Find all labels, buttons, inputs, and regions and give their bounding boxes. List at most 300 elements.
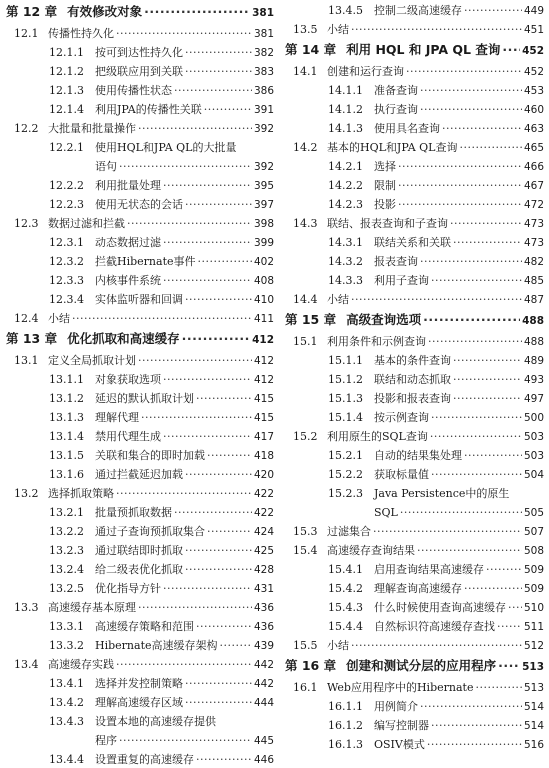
dot-leader — [138, 355, 252, 367]
entry-title: 拦截Hibernate事件 — [95, 255, 196, 268]
entry-title: 编写控制器 — [374, 719, 429, 732]
page-number: 436 — [253, 602, 274, 614]
entry-title: 高速缓存查询结果 — [327, 544, 415, 557]
toc-subsection[interactable] — [285, 251, 544, 270]
entry-title: 过滤集合 — [327, 525, 371, 538]
entry-number: 14.3.3 — [328, 274, 363, 287]
entry-number: 13.1 — [14, 354, 39, 367]
page-number: 509 — [523, 564, 544, 576]
toc-subsection[interactable] — [6, 388, 274, 407]
entry-number: 13.3.2 — [49, 639, 84, 652]
toc-subsection[interactable] — [285, 559, 544, 578]
page-number: 449 — [523, 5, 544, 17]
dot-leader — [174, 85, 252, 97]
page-number: 500 — [523, 412, 544, 424]
entry-title: Web应用程序中的Hibernate — [327, 681, 474, 694]
entry-number: 16.1.3 — [328, 738, 363, 751]
entry-title: 利用原生的SQL查询 — [327, 430, 428, 443]
toc-subsection[interactable] — [285, 483, 544, 502]
entry-number: 13.4.1 — [49, 677, 84, 690]
entry-number: 13.4.3 — [49, 715, 84, 728]
toc-subsection[interactable] — [6, 407, 274, 426]
entry-number: 14.1.3 — [328, 122, 363, 135]
dot-leader — [141, 412, 252, 424]
entry-title: 优化抓取和高速缓存 — [67, 331, 180, 346]
toc-section[interactable] — [285, 137, 544, 156]
toc-subsection[interactable] — [285, 597, 544, 616]
dot-leader — [502, 44, 520, 56]
page-number: 497 — [523, 393, 544, 405]
page-number: 412 — [252, 334, 274, 346]
toc-chapter[interactable] — [285, 654, 544, 677]
entry-number: 13.2.4 — [49, 563, 84, 576]
entry-title: 自动的结果集处理 — [374, 449, 462, 462]
dot-leader — [351, 24, 522, 36]
page-number: 513 — [522, 661, 544, 673]
entry-title: SQL — [374, 506, 398, 519]
entry-title: 语句 — [95, 160, 117, 173]
dot-leader — [373, 526, 522, 538]
toc-section[interactable] — [285, 540, 544, 559]
dot-leader — [464, 5, 522, 17]
toc-subsection[interactable] — [6, 232, 274, 251]
toc-section[interactable] — [285, 521, 544, 540]
page-number: 383 — [253, 66, 274, 78]
page-number: 420 — [253, 469, 274, 481]
entry-title: 联结关系和关联 — [374, 236, 451, 249]
entry-number: 13.3.1 — [49, 620, 84, 633]
entry-title: 实体监听器和回调 — [95, 293, 183, 306]
entry-title: 关联和集合的即时加载 — [95, 449, 205, 462]
toc-subsection[interactable] — [6, 42, 274, 61]
entry-title: 数据过滤和拦截 — [48, 217, 125, 230]
page-number: 398 — [253, 218, 274, 230]
toc-section[interactable] — [285, 61, 544, 80]
page-number: 463 — [523, 123, 544, 135]
toc-section[interactable] — [285, 331, 544, 350]
toc-subsection[interactable] — [6, 445, 274, 464]
entry-title: 理解高速缓存区域 — [95, 696, 183, 709]
page-number: 472 — [523, 199, 544, 211]
page-number: 392 — [253, 123, 274, 135]
entry-number: 13.4.5 — [328, 4, 363, 17]
entry-title: 对象获取选项 — [95, 373, 161, 386]
page-number: 511 — [523, 621, 544, 633]
page-number: 516 — [523, 739, 544, 751]
toc-section[interactable] — [6, 483, 274, 502]
entry-title: 传播性持久化 — [48, 27, 114, 40]
entry-number: 12.1 — [14, 27, 39, 40]
dot-leader — [420, 104, 522, 116]
entry-number: 15.2.1 — [328, 449, 363, 462]
page-number: 452 — [522, 45, 544, 57]
page-number: 514 — [523, 720, 544, 732]
toc-section[interactable] — [6, 350, 274, 369]
toc-subsection[interactable] — [6, 502, 274, 521]
entry-title: 选择并发控制策略 — [95, 677, 183, 690]
entry-title: 延迟的默认抓取计划 — [95, 392, 194, 405]
toc-entry-continuation[interactable] — [6, 730, 274, 749]
dot-leader — [185, 199, 252, 211]
toc-subsection[interactable] — [6, 749, 274, 768]
entry-title: 使用具名查询 — [374, 122, 440, 135]
toc-subsection[interactable] — [6, 369, 274, 388]
toc-subsection[interactable] — [6, 711, 274, 730]
page-number: 505 — [523, 507, 544, 519]
entry-title: 报表查询 — [374, 255, 418, 268]
dot-leader — [464, 583, 522, 595]
toc-subsection[interactable] — [6, 578, 274, 597]
toc-subsection[interactable] — [6, 540, 274, 559]
page-number: 513 — [523, 682, 544, 694]
dot-leader — [450, 218, 522, 230]
page-number: 424 — [253, 526, 274, 538]
page-number: 425 — [253, 545, 274, 557]
dot-leader — [119, 735, 252, 747]
toc-subsection[interactable] — [6, 251, 274, 270]
toc-subsection[interactable] — [285, 80, 544, 99]
dot-leader — [182, 333, 250, 345]
page-number: 381 — [253, 28, 274, 40]
dot-leader — [116, 488, 252, 500]
entry-number: 15.5 — [293, 639, 318, 652]
dot-leader — [453, 237, 522, 249]
dot-leader — [185, 294, 252, 306]
dot-leader — [442, 123, 522, 135]
entry-title: 准备查询 — [374, 84, 418, 97]
dot-leader — [72, 313, 252, 325]
dot-leader — [207, 450, 252, 462]
dot-leader — [420, 701, 522, 713]
toc-subsection[interactable] — [285, 734, 544, 753]
toc-section[interactable] — [6, 308, 274, 327]
entry-title: 高速缓存策略和范围 — [95, 620, 194, 633]
toc-subsection[interactable] — [285, 388, 544, 407]
toc-subsection[interactable] — [285, 445, 544, 464]
entry-number: 12.3 — [14, 217, 39, 230]
toc-section[interactable] — [285, 426, 544, 445]
entry-number: 12.2.3 — [49, 198, 84, 211]
entry-number: 16.1.1 — [328, 700, 363, 713]
entry-title: 自然标识符高速缓存查找 — [374, 620, 495, 633]
dot-leader — [497, 621, 522, 633]
toc-subsection[interactable] — [6, 616, 274, 635]
entry-title: 按示例查询 — [374, 411, 429, 424]
toc-entry-continuation[interactable] — [6, 156, 274, 175]
entry-number: 15.4.1 — [328, 563, 363, 576]
entry-number: 15.4.3 — [328, 601, 363, 614]
entry-title: 定义全局抓取计划 — [48, 354, 136, 367]
dot-leader — [453, 374, 522, 386]
entry-title: Java Persistence中的原生 — [374, 487, 510, 500]
dot-leader — [185, 564, 252, 576]
toc-chapter[interactable] — [285, 308, 544, 331]
dot-leader — [406, 66, 522, 78]
dot-leader — [196, 393, 252, 405]
toc-subsection[interactable] — [6, 289, 274, 308]
entry-title: 按可到达性持久化 — [95, 46, 183, 59]
entry-title: 高速缓存基本原理 — [48, 601, 136, 614]
entry-number: 第 14 章 — [285, 42, 337, 57]
toc-subsection[interactable] — [6, 521, 274, 540]
entry-number: 14.4 — [293, 293, 318, 306]
toc-chapter[interactable] — [6, 327, 274, 350]
toc-section[interactable] — [285, 19, 544, 38]
toc-subsection[interactable] — [285, 175, 544, 194]
page-number: 473 — [523, 218, 544, 230]
entry-number: 14.1 — [293, 65, 318, 78]
toc-subsection[interactable] — [6, 426, 274, 445]
toc-section[interactable] — [6, 654, 274, 673]
page-number: 422 — [253, 507, 274, 519]
entry-number: 13.2 — [14, 487, 39, 500]
page-number: 452 — [523, 66, 544, 78]
dot-leader — [163, 180, 252, 192]
entry-number: 12.3.1 — [49, 236, 84, 249]
entry-title: 禁用代理生成 — [95, 430, 161, 443]
page-number: 510 — [523, 602, 544, 614]
page-number: 395 — [253, 180, 274, 192]
toc-subsection[interactable] — [6, 80, 274, 99]
dot-leader — [459, 142, 521, 154]
dot-leader — [420, 256, 522, 268]
toc-subsection[interactable] — [285, 194, 544, 213]
page-number: 392 — [253, 161, 274, 173]
toc-section[interactable] — [285, 635, 544, 654]
toc-subsection[interactable] — [285, 99, 544, 118]
toc-subsection[interactable] — [285, 350, 544, 369]
dot-leader — [174, 507, 252, 519]
entry-number: 15.2.2 — [328, 468, 363, 481]
entry-title: Hibernate高速缓存架构 — [95, 639, 218, 652]
toc-subsection[interactable] — [6, 692, 274, 711]
toc-subsection[interactable] — [285, 270, 544, 289]
toc-subsection[interactable] — [285, 407, 544, 426]
entry-number: 12.2.2 — [49, 179, 84, 192]
dot-leader — [400, 507, 522, 519]
page-number: 453 — [523, 85, 544, 97]
page-number: 411 — [253, 313, 274, 325]
entry-title: 利用JPA的传播性关联 — [95, 103, 202, 116]
toc-subsection[interactable] — [6, 673, 274, 692]
entry-number: 15.1.3 — [328, 392, 363, 405]
entry-title: 通过子查询预抓取集合 — [95, 525, 205, 538]
page-number: 408 — [253, 275, 274, 287]
page-number: 473 — [523, 237, 544, 249]
entry-title: 高速缓存实践 — [48, 658, 114, 671]
dot-leader — [508, 602, 522, 614]
entry-number: 13.2.2 — [49, 525, 84, 538]
dot-leader — [127, 218, 252, 230]
entry-number: 13.2.1 — [49, 506, 84, 519]
entry-title: 创建和运行查询 — [327, 65, 404, 78]
entry-number: 15.1.2 — [328, 373, 363, 386]
toc-subsection[interactable] — [6, 99, 274, 118]
entry-title: 通过联结即时抓取 — [95, 544, 183, 557]
entry-title: 控制二级高速缓存 — [374, 4, 462, 17]
page-number: 436 — [253, 621, 274, 633]
dot-leader — [420, 85, 522, 97]
entry-number: 16.1 — [293, 681, 318, 694]
dot-leader — [196, 754, 252, 766]
toc-section[interactable] — [285, 677, 544, 696]
toc-subsection[interactable] — [285, 232, 544, 251]
dot-leader — [431, 412, 522, 424]
page-number: 381 — [252, 7, 274, 19]
entry-title: 设置本地的高速缓存提供 — [95, 715, 216, 728]
toc-subsection[interactable] — [6, 175, 274, 194]
page-number: 507 — [523, 526, 544, 538]
dot-leader — [138, 123, 252, 135]
page-number: 402 — [253, 256, 274, 268]
page-number: 397 — [253, 199, 274, 211]
dot-leader — [351, 294, 522, 306]
page-number: 446 — [253, 754, 274, 766]
page-number: 508 — [523, 545, 544, 557]
dot-leader — [417, 545, 522, 557]
page-number: 382 — [253, 47, 274, 59]
toc-subsection[interactable] — [285, 715, 544, 734]
entry-number: 14.1.1 — [328, 84, 363, 97]
dot-leader — [185, 469, 252, 481]
toc-subsection[interactable] — [285, 578, 544, 597]
entry-title: 小结 — [327, 639, 349, 652]
toc-subsection[interactable] — [6, 194, 274, 213]
toc-subsection[interactable] — [285, 696, 544, 715]
entry-number: 15.4 — [293, 544, 318, 557]
toc-subsection[interactable] — [285, 464, 544, 483]
entry-title: 选择 — [374, 160, 396, 173]
dot-leader — [144, 6, 250, 18]
entry-title: OSIV模式 — [374, 738, 425, 751]
page-number: 514 — [523, 701, 544, 713]
dot-leader — [398, 199, 522, 211]
dot-leader — [163, 583, 252, 595]
toc-chapter[interactable] — [285, 38, 544, 61]
entry-number: 12.3.2 — [49, 255, 84, 268]
entry-title: 给二级表优化抓取 — [95, 563, 183, 576]
entry-number: 15.2.3 — [328, 487, 363, 500]
toc-section[interactable] — [6, 213, 274, 232]
dot-leader — [453, 355, 522, 367]
entry-number: 15.4.4 — [328, 620, 363, 633]
entry-number: 13.2.5 — [49, 582, 84, 595]
entry-number: 12.2 — [14, 122, 39, 135]
page-number: 503 — [523, 450, 544, 462]
entry-title: 执行查询 — [374, 103, 418, 116]
entry-number: 14.3.2 — [328, 255, 363, 268]
page-number: 503 — [523, 431, 544, 443]
toc-subsection[interactable] — [285, 118, 544, 137]
page-number: 428 — [253, 564, 274, 576]
entry-number: 15.3 — [293, 525, 318, 538]
toc-subsection[interactable] — [285, 369, 544, 388]
entry-number: 13.3 — [14, 601, 39, 614]
dot-leader — [431, 720, 522, 732]
dot-leader — [185, 678, 252, 690]
entry-number: 13.1.2 — [49, 392, 84, 405]
page-number: 439 — [253, 640, 274, 652]
entry-title: 高级查询选项 — [346, 312, 422, 327]
dot-leader — [185, 545, 252, 557]
dot-leader — [116, 659, 252, 671]
toc-subsection[interactable] — [6, 635, 274, 654]
toc-subsection[interactable] — [285, 156, 544, 175]
entry-number: 第 13 章 — [6, 331, 58, 346]
entry-number: 13.1.3 — [49, 411, 84, 424]
entry-title: 使用传播性状态 — [95, 84, 172, 97]
toc-column-left — [6, 0, 274, 768]
entry-number: 14.2.1 — [328, 160, 363, 173]
dot-leader — [185, 697, 252, 709]
entry-number: 12.4 — [14, 312, 39, 325]
toc-subsection[interactable] — [6, 137, 274, 156]
dot-leader — [163, 275, 252, 287]
entry-number: 15.1.1 — [328, 354, 363, 367]
toc-chapter[interactable] — [6, 0, 274, 23]
toc-subsection[interactable] — [285, 0, 544, 19]
toc-section[interactable] — [6, 118, 274, 137]
toc-section[interactable] — [285, 213, 544, 232]
page-number: 482 — [523, 256, 544, 268]
page-number: 422 — [253, 488, 274, 500]
entry-number: 13.1.4 — [49, 430, 84, 443]
toc-subsection[interactable] — [6, 559, 274, 578]
page-number: 391 — [253, 104, 274, 116]
page-number: 466 — [523, 161, 544, 173]
dot-leader — [427, 739, 522, 751]
entry-number: 15.1.4 — [328, 411, 363, 424]
dot-leader — [185, 47, 252, 59]
page-number: 415 — [253, 393, 274, 405]
page-number: 467 — [523, 180, 544, 192]
entry-number: 13.5 — [293, 23, 318, 36]
page-number: 488 — [523, 336, 544, 348]
page-number: 460 — [523, 104, 544, 116]
entry-title: 小结 — [48, 312, 70, 325]
page-number: 417 — [253, 431, 274, 443]
toc-subsection[interactable] — [6, 61, 274, 80]
entry-number: 13.4 — [14, 658, 39, 671]
entry-title: 内核事件系统 — [95, 274, 161, 287]
dot-leader — [220, 640, 252, 652]
dot-leader — [498, 660, 520, 672]
toc-entry-continuation[interactable] — [285, 502, 544, 521]
entry-number: 13.2.3 — [49, 544, 84, 557]
dot-leader — [163, 431, 252, 443]
toc-subsection[interactable] — [285, 616, 544, 635]
toc-subsection[interactable] — [6, 464, 274, 483]
toc-subsection[interactable] — [6, 270, 274, 289]
toc-section[interactable] — [6, 597, 274, 616]
entry-number: 第 15 章 — [285, 312, 337, 327]
entry-title: 创建和测试分层的应用程序 — [346, 658, 497, 673]
entry-number: 15.1 — [293, 335, 318, 348]
page-number: 444 — [253, 697, 274, 709]
toc-section[interactable] — [285, 289, 544, 308]
page-number: 485 — [523, 275, 544, 287]
page-number: 418 — [253, 450, 274, 462]
entry-title: 获取标量值 — [374, 468, 429, 481]
entry-title: 什么时候使用查询高速缓存 — [374, 601, 506, 614]
entry-title: 程序 — [95, 734, 117, 747]
entry-number: 12.1.2 — [49, 65, 84, 78]
entry-title: 理解代理 — [95, 411, 139, 424]
toc-section[interactable] — [6, 23, 274, 42]
page-number: 465 — [523, 142, 544, 154]
entry-number: 12.3.4 — [49, 293, 84, 306]
entry-number: 13.1.5 — [49, 449, 84, 462]
